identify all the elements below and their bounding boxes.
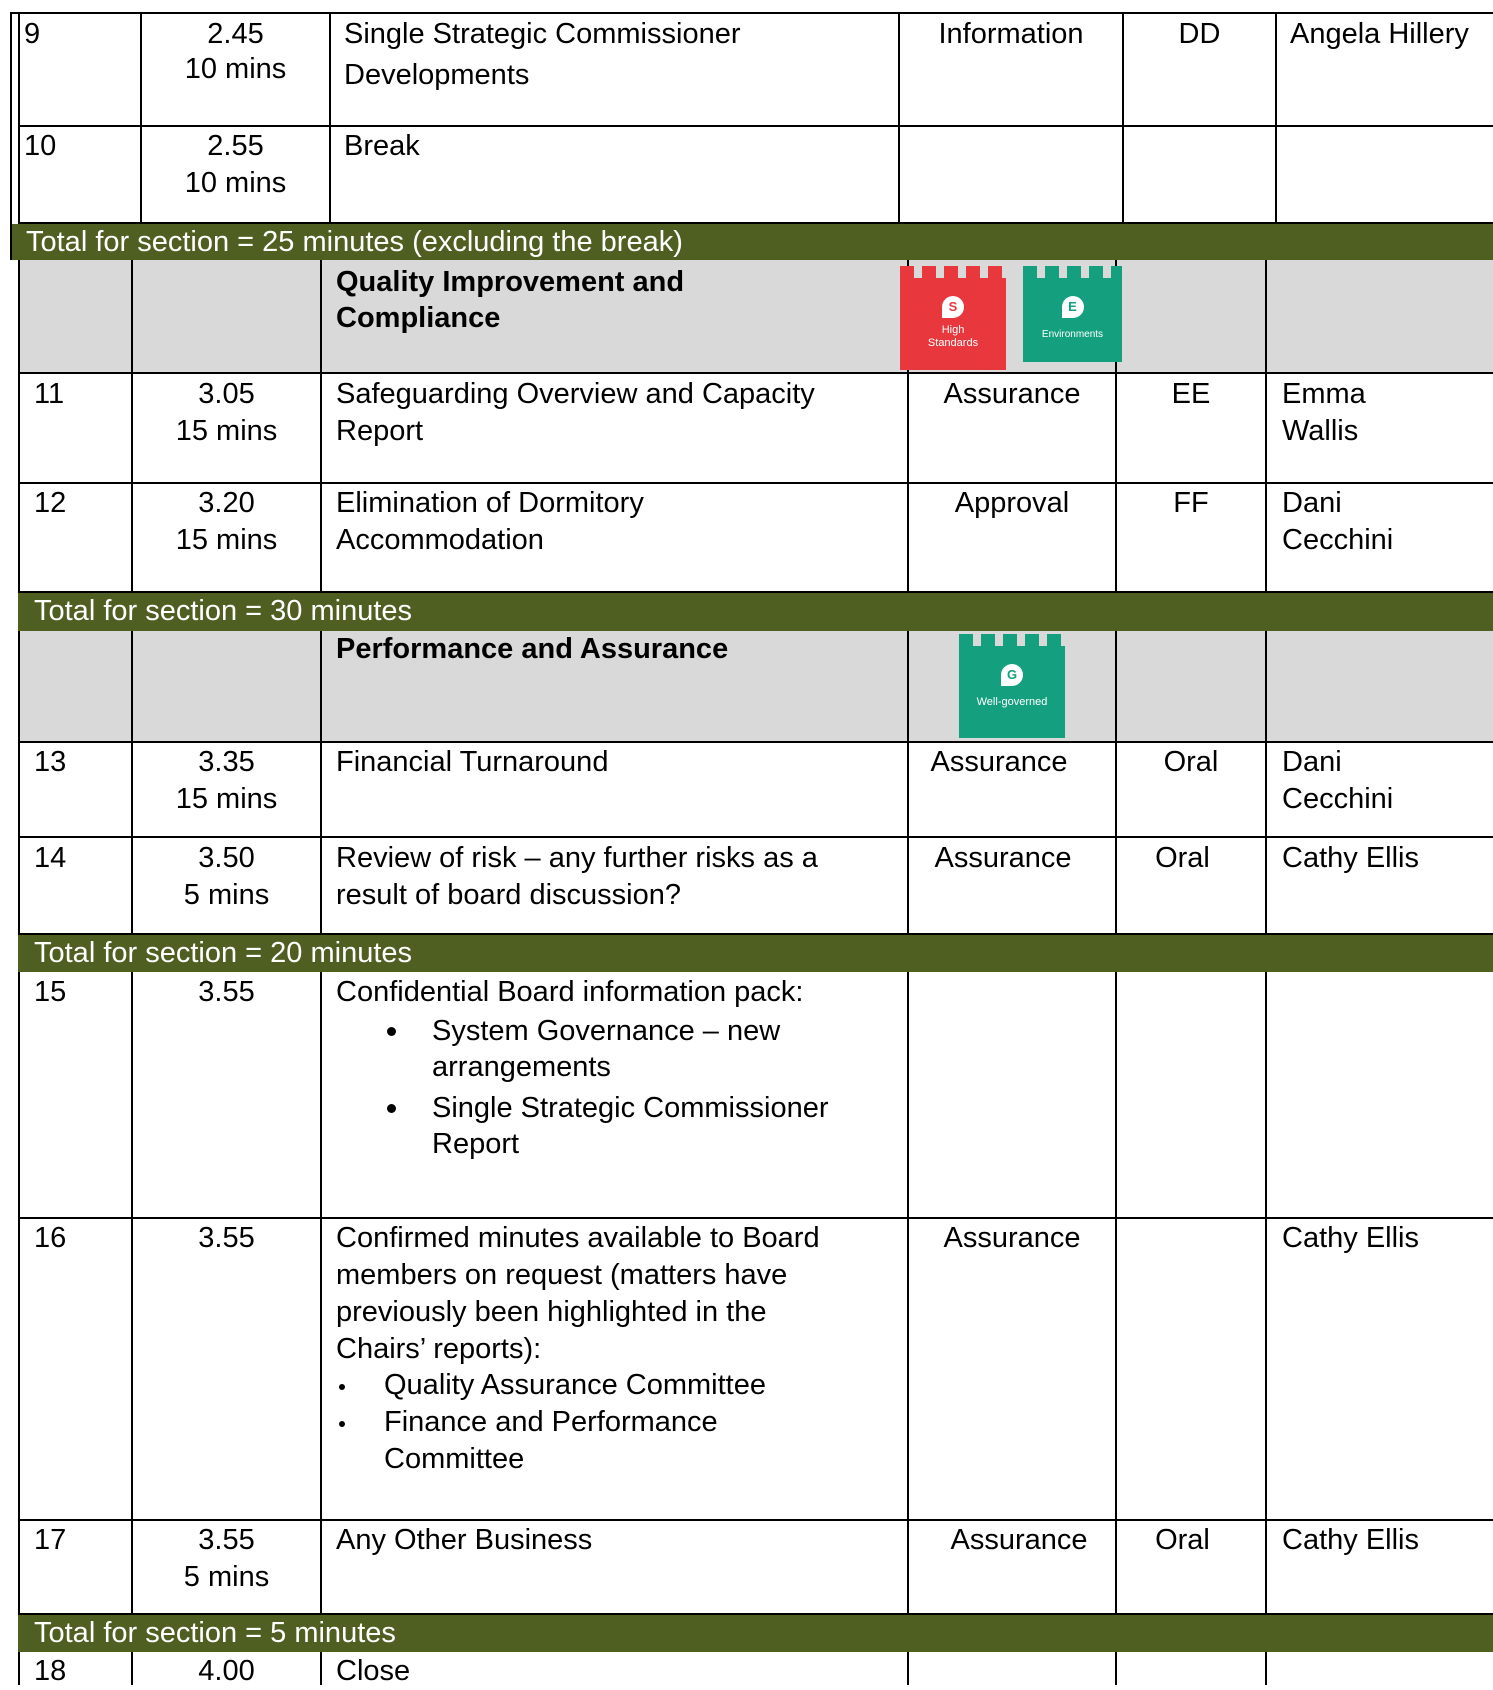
item-number: 15 [34,976,67,1008]
item-lead: Cathy Ellis [1282,842,1419,874]
section-title: Compliance [336,302,501,334]
section-total-bar: Total for section = 20 minutes [18,935,1493,972]
item-duration: 10 mins [184,167,287,199]
item-title: Confirmed minutes available to Board [336,1222,820,1254]
item-title: Elimination of Dormitory [336,487,644,519]
list-item: System Governance – new [432,1013,780,1050]
item-title: Safeguarding Overview and Capacity [336,378,815,410]
item-time: 3.05 [198,378,255,410]
item-title: Confidential Board information pack: [336,976,804,1008]
item-time: 2.45 [207,18,264,50]
list-item-continuation: Report [432,1128,520,1160]
item-title: Report [336,415,424,447]
list-item: Finance and Performance [384,1404,718,1441]
item-title: Review of risk – any further risks as a [336,842,818,874]
item-title: members on request (matters have [336,1259,788,1291]
section-header-row [18,631,1493,742]
item-paper-ref: FF [1173,487,1209,519]
item-number: 18 [34,1655,67,1687]
section-header-row [18,260,1493,372]
item-number: 16 [34,1222,67,1254]
item-duration: 15 mins [175,783,278,815]
list-item-continuation: Committee [384,1443,525,1475]
section-title: Quality Improvement and [336,266,685,298]
section-total-bar: Total for section = 5 minutes [18,1615,1493,1652]
item-time: 3.55 [198,1524,255,1556]
high-standards-icon: S High Standards [900,266,1006,370]
item-lead: Cathy Ellis [1282,1524,1419,1556]
item-number: 11 [34,378,65,410]
item-purpose: Assurance [943,1222,1081,1254]
item-time: 3.50 [198,842,255,874]
item-lead: Emma [1282,378,1366,410]
list-item: Quality Assurance Committee [384,1367,766,1404]
item-purpose: Assurance [943,378,1081,410]
item-lead: Angela Hillery [1290,18,1469,50]
item-duration: 5 mins [183,1561,270,1593]
item-title: Chairs’ reports): [336,1333,542,1365]
item-lead: Wallis [1282,415,1359,447]
item-number: 17 [34,1524,67,1556]
item-lead: Dani [1282,487,1342,519]
item-time: 3.55 [198,976,255,1008]
item-purpose: Information [938,18,1084,50]
item-duration: 15 mins [175,524,278,556]
section-title: Performance and Assurance [336,633,729,665]
item-time: 3.20 [198,487,255,519]
item-purpose: Assurance [930,746,1068,778]
item-duration: 5 mins [183,879,270,911]
item-time: 2.55 [207,130,264,162]
item-paper-ref: DD [1178,18,1221,50]
list-item-continuation: arrangements [432,1051,611,1083]
item-number: 13 [34,746,67,778]
item-title: Accommodation [336,524,544,556]
item-time: 4.00 [198,1655,255,1687]
item-title: Any Other Business [336,1524,593,1556]
item-paper-ref: Oral [1155,1524,1210,1556]
item-purpose: Assurance [934,842,1072,874]
item-purpose: Assurance [950,1524,1088,1556]
item-title: Close [336,1655,411,1687]
item-title: result of board discussion? [336,879,681,911]
item-paper-ref: EE [1171,378,1211,410]
item-purpose: Approval [954,487,1070,519]
item-duration: 15 mins [175,415,278,447]
item-paper-ref: Oral [1155,842,1210,874]
item-number: 10 [24,130,57,162]
item-number: 12 [34,487,67,519]
item-lead: Dani [1282,746,1342,778]
item-paper-ref: Oral [1163,746,1219,778]
well-governed-icon: G Well-governed [959,634,1065,738]
item-title: Single Strategic Commissioner [344,18,741,50]
item-lead: Cecchini [1282,524,1394,556]
item-number: 9 [24,18,41,50]
item-title: Developments [344,59,530,91]
item-time: 3.35 [198,746,255,778]
item-title: Break [344,130,420,162]
section-total-bar: Total for section = 25 minutes (excluding the break) [10,224,1493,260]
item-lead: Cathy Ellis [1282,1222,1419,1254]
item-duration: 10 mins [184,53,287,85]
environments-icon: E Environments [1023,266,1122,362]
item-number: 14 [34,842,67,874]
item-time: 3.55 [198,1222,255,1254]
item-lead: Cecchini [1282,783,1394,815]
item-title: Financial Turnaround [336,746,609,778]
list-item: Single Strategic Commissioner [432,1090,828,1127]
section-total-bar: Total for section = 30 minutes [18,593,1493,631]
item-title: previously been highlighted in the [336,1296,767,1328]
